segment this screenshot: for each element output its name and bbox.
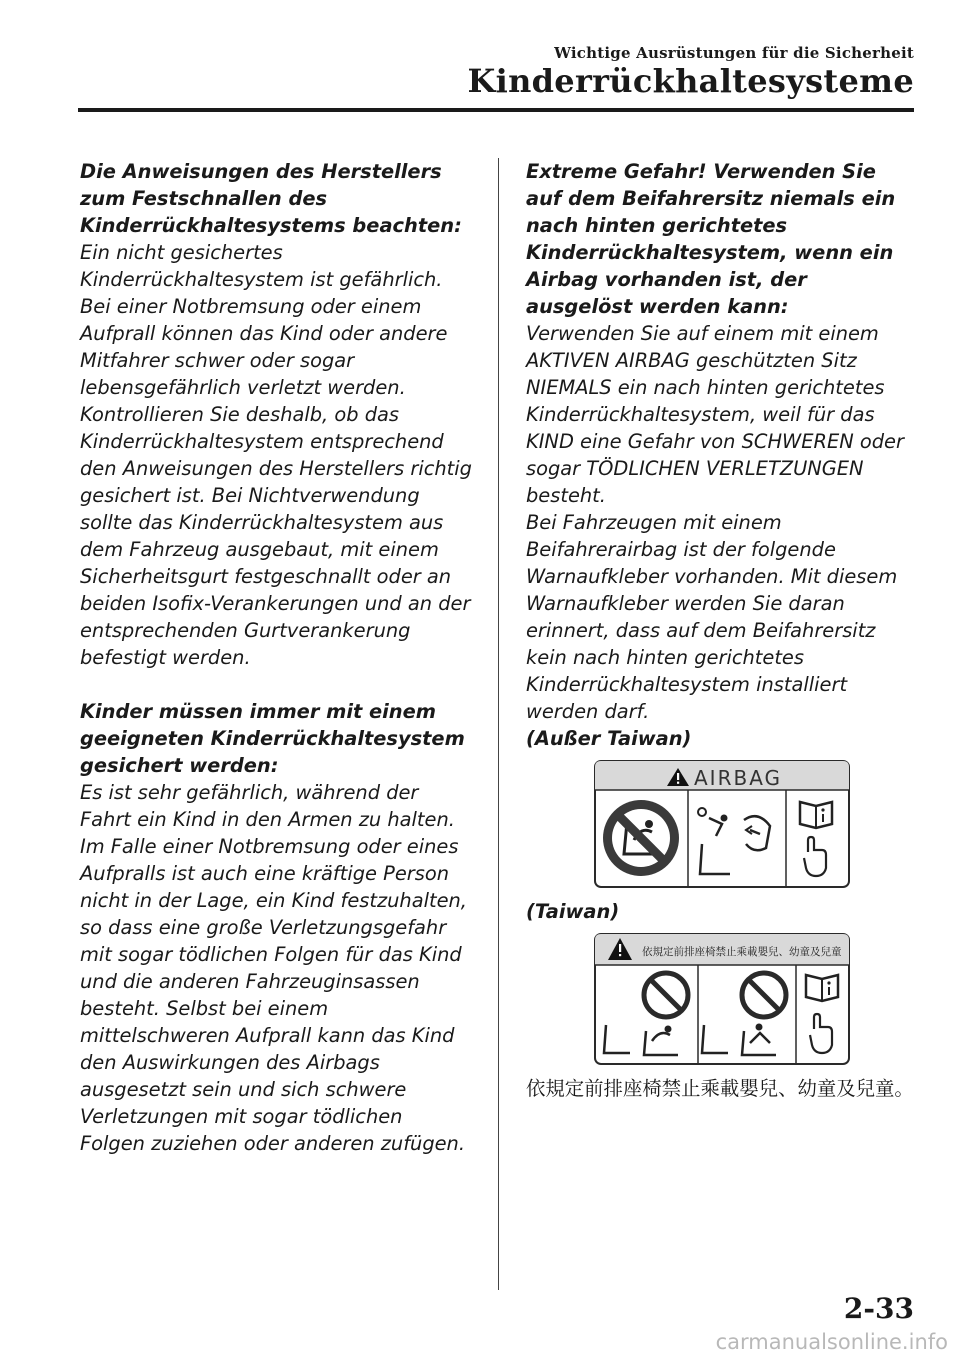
warning-heading-3: Extreme Gefahr! Verwenden Sie auf dem Beifahrersitz niemals ein nach hinten gerichtetes Kinderrückhaltesystem, wenn ein Airbag vorhanden ist, der ausgelöst werden kann: — [526, 160, 896, 318]
watermark: carmanualsonline.info — [715, 1330, 948, 1354]
page-number: 2-33 — [843, 1292, 914, 1325]
cjk-note: 依規定前排座椅禁止乘載嬰兒、幼童及兒童。 — [526, 1077, 914, 1100]
warning-heading-1: Die Anweisungen des Herstellers zum Festschnallen des Kinderrückhaltesystems beachten: — [80, 160, 462, 237]
no-rear-facing-seat-icon — [603, 800, 679, 876]
warning-body-1: Ein nicht gesichertes Kinderrückhaltesystem ist gefährlich. Bei einer Notbremsung oder einem Aufprall können das Kind oder andere Mitfahrer schwer oder sogar lebensgefährlich verletzt werden. Kontrollieren Sie deshalb, ob das Kinderrückhaltesystem entsprechend den Anweisungen des Herstellers richtig gesichert ist. Bei Nichtverwendung sollte das Kinderrückhaltesystem aus dem Fahrzeug ausgebaut, mit einem Sicherheitsgurt festgeschnallt oder an beiden Isofix-Verankerungen und an der entsprechenden Gurtverankerung befestigt werden. — [80, 241, 472, 669]
warning-body-3a: Verwenden Sie auf einem mit einem AKTIVEN AIRBAG geschützten Sitz NIEMALS ein nach hinten gerichtetes Kinderrückhaltesystem, weil für das KIND eine Gefahr von SCHWEREN oder sogar TÖDLICHEN VERLETZUNGEN besteht. — [526, 322, 904, 507]
header-rule — [78, 108, 914, 112]
left-column — [80, 158, 472, 1157]
label-except-taiwan: (Außer Taiwan) — [526, 727, 692, 750]
airbag-sticker-taiwan — [526, 933, 916, 1065]
section-subtitle: Wichtige Ausrüstungen für die Sicherheit — [554, 44, 914, 62]
label-taiwan: (Taiwan) — [526, 900, 620, 923]
warning-body-3b: Bei Fahrzeugen mit einem Beifahrerairbag ist der folgende Warnaufkleber vorhanden. Mit diesem Warnaufkleber werden Sie daran erinnert, dass auf dem Beifahrersitz kein nach hinten gerichtetes Kinderrückhaltesystem installiert werden darf. — [526, 511, 898, 723]
warning-body-2: Es ist sehr gefährlich, während der Fahrt ein Kind in den Armen zu halten. Im Falle einer Notbremsung oder eines Aufpralls ist auch eine kräftige Person nicht in der Lage, ein Kind festzuhalten, so dass eine große Verletzungsgefahr mit sogar tödlichen Folgen für das Kind und die anderen Fahrzeuginsassen besteht. Selbst bei einem mittelschweren Aufprall kann das Kind den Auswirkungen des Airbags ausgesetzt sein und sich schwere Verletzungen mit sogar tödlichen Folgen zuziehen oder anderen zufügen. — [80, 781, 467, 1155]
sticker-airbag-text: AIRBAG — [694, 766, 783, 790]
paragraph-gap — [80, 671, 472, 698]
airbag-sticker-except-taiwan — [526, 760, 916, 888]
right-column — [526, 158, 916, 1102]
taiwan-warning-sticker — [594, 933, 850, 1065]
column-divider — [498, 158, 499, 1290]
airbag-warning-sticker — [594, 760, 850, 888]
warning-heading-2: Kinder müssen immer mit einem geeigneten Kinderrückhaltesystem gesichert werden: — [80, 700, 465, 777]
sticker-taiwan-text: 依規定前排座椅禁止乘載嬰兒、幼童及兒童 — [642, 946, 842, 958]
page-title: Kinderrückhaltesysteme — [467, 62, 914, 100]
